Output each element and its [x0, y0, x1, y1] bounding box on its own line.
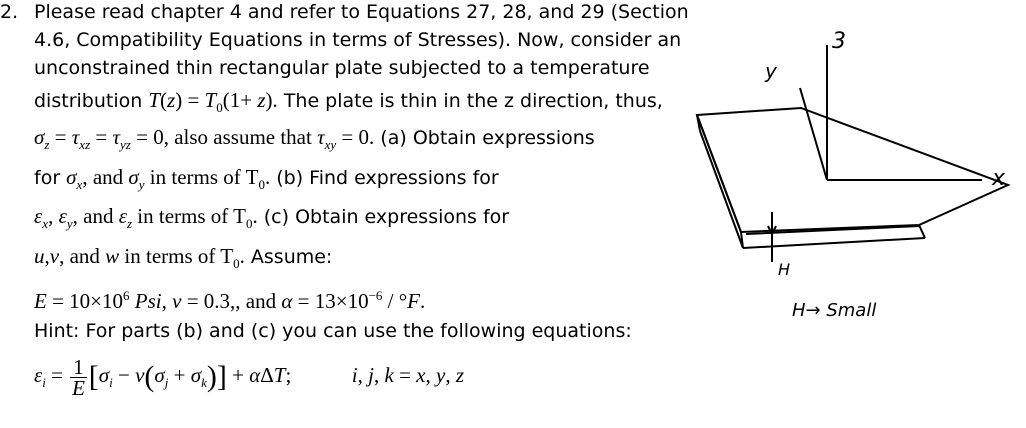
text-line-8-post: Assume: — [244, 246, 333, 268]
text-line-6-mid: (b) Find expressions for — [270, 167, 499, 189]
part-c-math: u,v, and w in terms of $T_0$. — [34, 244, 245, 272]
part-b-math: $\varepsilon_x$, $\varepsilon_y$, and $\varepsilon_z$ in terms of $T_0$. — [34, 204, 258, 232]
text-line-4-post: The plate is thin in the z direction, thus, — [277, 90, 663, 112]
text-line-1: Please read chapter 4 and refer to Equations 27, 28, and 29 (Section — [34, 1, 689, 23]
text-line-5-post: (a) Obtain expressions — [374, 127, 595, 149]
strain-equation: $\varepsilon_i$ = $\frac{1}{E}$ $[\sigma_i - \nu(\sigma_j + \sigma_k)] + \alpha\Delta T$; i, j, k = x, y, z — [34, 354, 464, 400]
thickness-label: H — [778, 260, 791, 279]
thickness-note: H→ Small — [792, 300, 877, 321]
stress-conditions: $\sigma_z = \tau_{xz} = \tau_{yz} = 0$, also assume that $\tau_{xy} = 0$. — [34, 125, 375, 153]
plate-figure — [680, 0, 1026, 330]
x-axis-label: x — [992, 166, 1006, 191]
text-line-4-pre: distribution — [34, 90, 149, 112]
text-line-4 — [34, 88, 663, 120]
y-axis-label: y — [765, 59, 777, 83]
part-a-math: $\sigma_x$, and $\sigma_y$ in terms of $T_0$. — [66, 165, 271, 193]
text-line-2: 4.6, Compatibility Equations in terms of Stresses). Now, consider an — [34, 29, 682, 51]
text-line-6-pre: for — [34, 167, 67, 189]
temperature-equation: $T(z) = T_0(1+ z)$. — [148, 88, 278, 116]
text-line-7-post: (c) Obtain expressions for — [257, 206, 510, 228]
text-line-5 — [34, 125, 595, 157]
z-axis-label: 3 — [832, 29, 846, 54]
fraction-one-over-e: $\frac{1}{E}$ — [72, 354, 85, 400]
text-line-8 — [34, 244, 332, 276]
text-line-3: unconstrained thin rectangular plate subjected to a temperature — [34, 57, 650, 79]
problem-number: 2. — [0, 1, 19, 23]
hint-text: Hint: For parts (b) and (c) you can use the following equations: — [34, 320, 632, 342]
material-constants: $E = 10\times 10^6$ Psi, ν = 0.3,, and $\alpha = 13\times 10^{-6} / ^\circ F$. — [34, 288, 426, 313]
text-line-7 — [34, 204, 509, 236]
plate-drawing — [697, 108, 1008, 248]
text-line-6 — [34, 165, 499, 197]
